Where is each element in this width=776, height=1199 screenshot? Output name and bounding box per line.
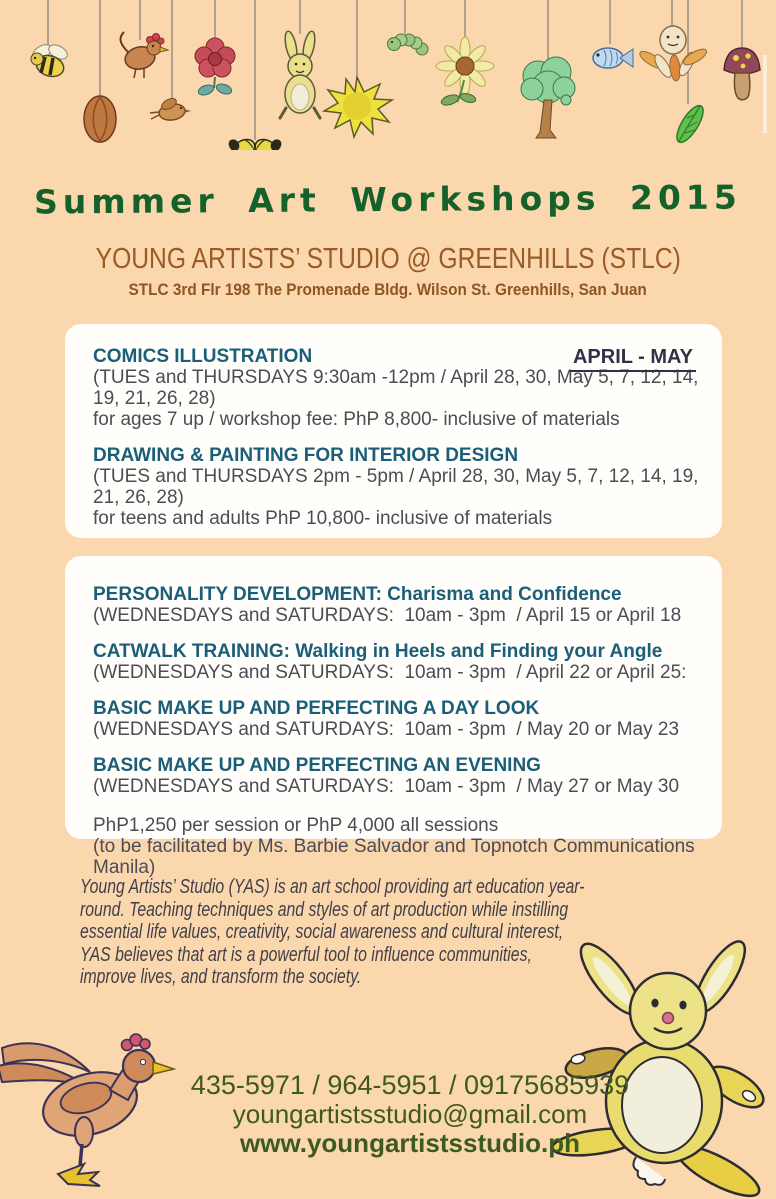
octopus-icon: [637, 26, 708, 81]
workshop-personality-development: [93, 584, 716, 626]
seed-pod-icon: [84, 96, 116, 142]
workshop-title: PERSONALITY DEVELOPMENT: Charisma and Confidence: [93, 584, 622, 605]
period-label: APRIL - MAY: [570, 346, 696, 372]
workshop-schedule: (WEDNESDAYS and SATURDAYS: 10am - 3pm / May 27 or May 30: [93, 776, 680, 797]
workshop-drawing-painting: [93, 445, 716, 529]
leaf-icon: [672, 102, 708, 146]
workshop-schedule: (WEDNESDAYS and SATURDAYS: 10am - 3pm / April 15 or April 18: [93, 605, 682, 626]
rooster-icon: [121, 32, 168, 78]
scan-edge-artifact: [763, 55, 767, 133]
session-pricing: PhP1,250 per session or PhP 4,000 all sessions: [93, 815, 499, 836]
workshop-schedule: (WEDNESDAYS and SATURDAYS: 10am - 3pm / May 20 or May 23: [93, 719, 680, 740]
workshop-details: for ages 7 up / workshop fee: PhP 8,800- inclusive of materials: [93, 409, 620, 430]
tree-icon: [521, 57, 575, 138]
bunny-icon: [280, 30, 320, 118]
workshop-catwalk-training: [93, 641, 716, 683]
art-workshops-card: [65, 324, 722, 538]
personality-workshops-card: [65, 556, 722, 878]
bee-icon: [30, 42, 69, 80]
workshop-details: for teens and adults PhP 10,800- inclusive of materials: [93, 508, 553, 529]
workshop-title: BASIC MAKE UP AND PERFECTING A DAY LOOK: [93, 698, 540, 719]
studio-name: YOUNG ARTISTS’ STUDIO @ GREENHILLS (STLC): [95, 243, 681, 275]
page-title: Summer Art Workshops 2015: [33, 177, 743, 222]
hanging-ornaments-mobile: [0, 0, 776, 150]
facilitator-note: (to be facilitated by Ms. Barbie Salvador and Topnotch Communications Manila): [93, 836, 695, 878]
contact-block: [108, 1070, 712, 1158]
workshop-title: BASIC MAKE UP AND PERFECTING AN EVENING: [93, 755, 541, 776]
workshop-title: CATWALK TRAINING: Walking in Heels and Finding your Angle: [93, 641, 663, 662]
sun-icon: [324, 77, 392, 137]
caterpillar-icon: [388, 34, 429, 55]
workshop-makeup-evening: [93, 755, 716, 797]
email-address: youngartistsstudio@gmail.com: [232, 1099, 588, 1129]
workshop-makeup-day-look: [93, 698, 716, 740]
workshop-schedule: (WEDNESDAYS and SATURDAYS: 10am - 3pm / April 22 or April 25:: [93, 662, 687, 683]
rabbit-icon: [552, 935, 776, 1199]
bird-icon: [150, 96, 191, 121]
fish-icon: [593, 48, 633, 68]
phone-numbers: 435-5971 / 964-5951 / 09175685939: [190, 1070, 630, 1100]
about-studio-paragraph: Young Artists’ Studio (YAS) is an art school providing art education year-round. Teaching techniques and styles of art production while instilling essential life values, creativity, social awareness and cultural interest, YAS believes that art is a powerful tool to influence communities, improve lives, and transform the society.: [80, 875, 585, 988]
workshop-schedule: (TUES and THURSDAYS 9:30am -12pm / April 28, 30, May 5, 7, 12, 14, 19, 21, 26, 28): [93, 367, 704, 409]
studio-address: STLC 3rd Flr 198 The Promenade Bldg. Wilson St. Greenhills, San Juan: [128, 281, 648, 299]
website-url: www.youngartistsstudio.ph: [240, 1128, 580, 1158]
mushroom-icon: [724, 48, 760, 100]
pricing-block: [93, 815, 716, 878]
workshop-title: DRAWING & PAINTING FOR INTERIOR DESIGN: [93, 445, 519, 466]
daisy-icon: [436, 37, 494, 107]
flower-icon: [195, 38, 235, 97]
workshop-title: COMICS ILLUSTRATION: [93, 346, 313, 367]
workshop-schedule: (TUES and THURSDAYS 2pm - 5pm / April 28, 30, May 5, 7, 12, 14, 19, 21, 26, 28): [93, 466, 704, 508]
